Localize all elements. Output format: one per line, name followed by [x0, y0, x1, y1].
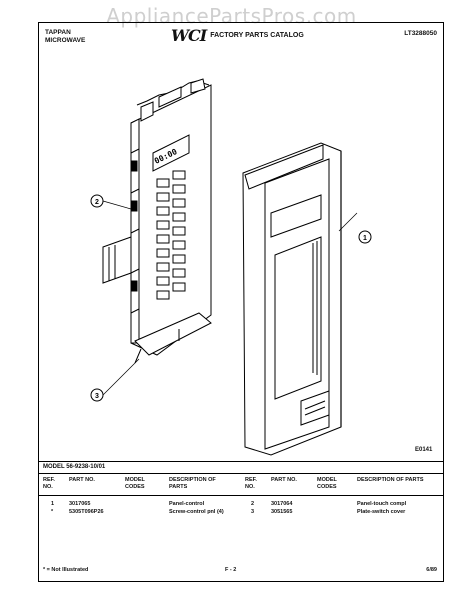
header-ref-no-left: REF. NO.: [43, 477, 55, 490]
wci-logo: WCI: [171, 25, 207, 45]
table-row-desc: Plate-switch cover: [357, 509, 406, 515]
touch-panel-assembly: [103, 79, 211, 395]
not-illustrated-note: * = Not Illustrated: [43, 567, 89, 573]
callout-3-label: 3: [95, 393, 99, 400]
control-panel-face: [243, 143, 357, 455]
figure-code: E0141: [415, 447, 433, 453]
header-model-codes-left: MODEL CODES: [125, 477, 145, 490]
table-row-part: 3017064: [271, 501, 293, 507]
watermark-text: AppliancePartsPros.com: [106, 4, 357, 28]
table-row-desc: Screw-control pnl (4): [169, 509, 224, 515]
header-part-no-right: PART NO.: [271, 477, 297, 483]
table-row-ref: 1: [51, 501, 55, 507]
header-model-codes-right: MODEL CODES: [317, 477, 337, 490]
table-row-ref: 2: [251, 501, 255, 507]
header-ref-no-right: REF. NO.: [245, 477, 257, 490]
display-digits: 00:00: [152, 147, 179, 166]
catalog-date: 6/89: [426, 567, 437, 573]
header-part-no-left: PART NO.: [69, 477, 95, 483]
table-row-part: 3017065: [69, 501, 91, 507]
callout-2-label: 2: [95, 199, 99, 206]
model-line: MODEL 56-9238-10/01: [43, 464, 106, 470]
table-row-desc: Panel-control: [169, 501, 205, 507]
table-top-rule: [39, 461, 443, 462]
header-description-right: DESCRIPTION OF PARTS: [357, 477, 424, 483]
table-body-rule: [39, 495, 443, 496]
catalog-title: FACTORY PARTS CATALOG: [210, 31, 304, 39]
table-row-desc: Panel-touch compl: [357, 501, 407, 507]
page-number: F - 2: [225, 567, 237, 573]
table-header-rule: [39, 473, 443, 474]
exploded-parts-diagram: [39, 23, 443, 463]
brand-name: TAPPAN: [45, 29, 71, 36]
table-row-part: 3051565: [271, 509, 293, 515]
table-row-ref: 3: [251, 509, 255, 515]
header-description-left: DESCRIPTION OF PARTS: [169, 477, 216, 490]
table-row-part: 5305T096P26: [69, 509, 104, 515]
callout-1-label: 1: [363, 235, 367, 242]
model-code: LT3288050: [404, 30, 437, 37]
table-row-ref: *: [51, 509, 54, 515]
parts-catalog-sheet: [38, 22, 444, 582]
product-name: MICROWAVE: [45, 37, 86, 44]
